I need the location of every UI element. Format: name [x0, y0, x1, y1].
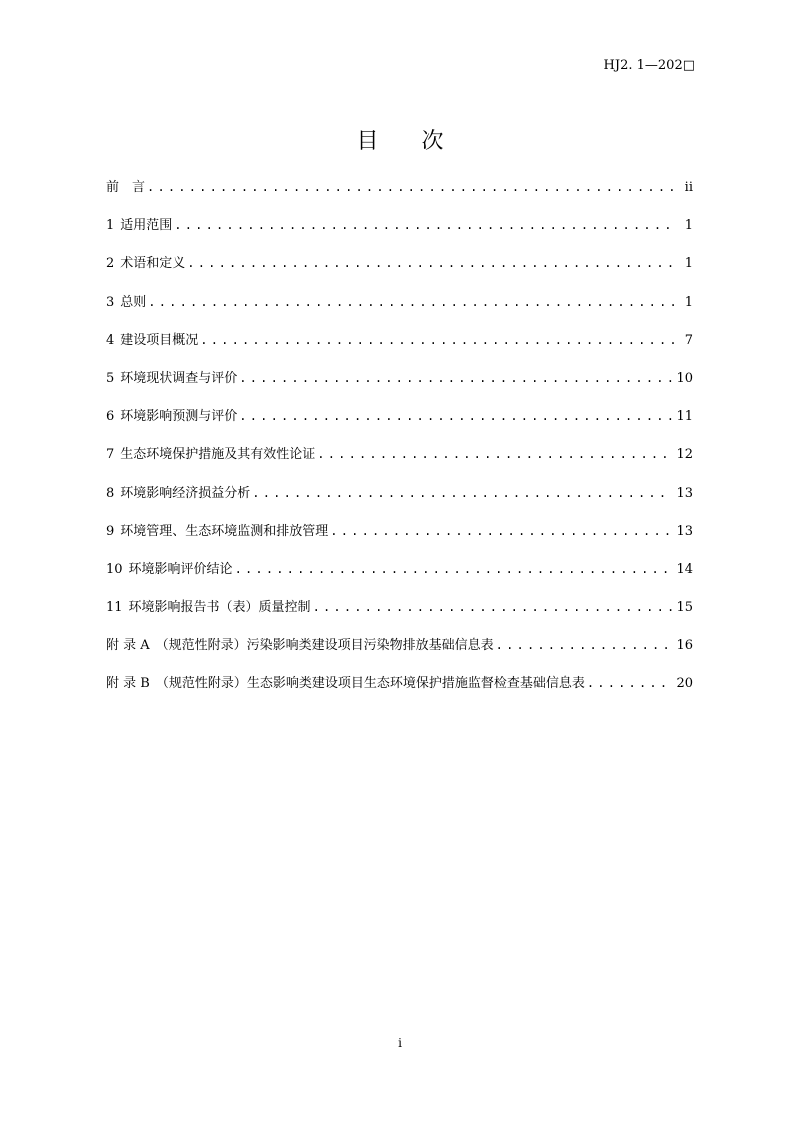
toc-entry-number: 7 — [106, 447, 115, 463]
toc-entry-label — [106, 370, 237, 388]
toc-entry[interactable] — [106, 369, 693, 407]
toc-entry-title: 环境现状调查与评价 — [120, 370, 238, 386]
toc-entry-title: （规范性附录）生态影响类建设项目生态环境保护措施监督检查基础信息表 — [155, 676, 585, 692]
toc-entry-number: 1 — [106, 218, 115, 234]
toc-entry[interactable] — [106, 560, 693, 598]
toc-entry-label — [106, 408, 237, 426]
toc-entry-label — [106, 599, 311, 617]
toc-entry-number: 5 — [106, 370, 115, 386]
toc-leader-dots — [239, 369, 672, 387]
toc-entry-title: 术语和定义 — [120, 256, 186, 272]
toc-entry-number: 附 录 B — [106, 676, 150, 692]
toc-entry-page: 15 — [676, 600, 693, 616]
toc-leader-dots — [313, 598, 673, 616]
toc-entry-number: 4 — [106, 332, 115, 348]
toc-entry-page: 14 — [676, 561, 693, 577]
toc-entry-label — [106, 485, 250, 503]
toc-entry-page: 12 — [676, 447, 693, 463]
toc-entry-title: 适用范围 — [120, 218, 173, 234]
document-code: HJ2. 1—202□ — [603, 58, 695, 73]
toc-entry-page: 1 — [684, 218, 693, 234]
toc-entry-number: 8 — [106, 485, 115, 501]
toc-leader-dots — [200, 331, 675, 349]
toc-leader-dots — [317, 445, 672, 463]
toc-leader-dots — [587, 674, 673, 692]
toc-entry[interactable] — [106, 636, 693, 674]
page-number: i — [398, 1036, 402, 1050]
toc-entry-title: 生态环境保护措施及其有效性论证 — [120, 447, 316, 463]
toc-entry[interactable] — [106, 484, 693, 522]
toc-entry-number: 3 — [106, 294, 115, 310]
toc-entry-page: 16 — [676, 638, 693, 654]
toc-entry-label — [106, 294, 146, 312]
toc-entry[interactable] — [106, 522, 693, 560]
toc-entry-page: 11 — [676, 409, 693, 425]
toc-leader-dots — [148, 293, 675, 311]
toc-entry-page: 1 — [684, 294, 693, 310]
toc-entry-page: 20 — [676, 676, 693, 692]
toc-leader-dots — [239, 407, 672, 425]
toc-entry-title: 环境影响报告书（表）质量控制 — [128, 600, 311, 616]
toc-entry-number: 附 录 A — [106, 638, 150, 654]
toc-entry-title: 建设项目概况 — [120, 332, 199, 348]
toc-entry-title: 环境影响经济损益分析 — [120, 485, 251, 501]
toc-leader-dots — [252, 484, 672, 502]
toc-entry-label — [106, 179, 145, 197]
toc-entry-label — [106, 332, 198, 350]
toc-entry[interactable] — [106, 331, 693, 369]
toc-entry-title: 环境影响评价结论 — [128, 561, 233, 577]
toc-entry[interactable] — [106, 674, 693, 712]
toc-entry-number: 9 — [106, 523, 115, 539]
toc-entry-number: 10 — [106, 561, 123, 577]
toc-entry-page: 13 — [676, 485, 693, 501]
toc-entry-title: （规范性附录）污染影响类建设项目污染物排放基础信息表 — [155, 638, 494, 654]
toc-entry-label — [106, 255, 185, 273]
toc-entry-page: 7 — [684, 332, 693, 348]
toc-entry[interactable] — [106, 445, 693, 483]
toc-entry-number: 6 — [106, 409, 115, 425]
toc-leader-dots — [330, 522, 672, 540]
toc-entry[interactable] — [106, 598, 693, 636]
toc-entry-label — [106, 217, 172, 235]
toc-entry-title: 前 言 — [106, 180, 146, 195]
toc-entry-title: 环境管理、生态环境监测和排放管理 — [120, 523, 329, 539]
page-title: 目 次 — [356, 129, 462, 154]
toc-leader-dots — [147, 178, 675, 196]
toc-entry[interactable] — [106, 254, 693, 292]
toc-leader-dots — [174, 216, 675, 234]
toc-entry-number: 11 — [106, 600, 123, 616]
toc-entry-page: 13 — [676, 523, 693, 539]
toc-entry-page: 10 — [676, 370, 693, 386]
toc-leader-dots — [187, 254, 675, 272]
toc-entry-label — [106, 446, 315, 464]
toc-entry-page: ii — [684, 180, 693, 195]
toc-entry[interactable] — [106, 293, 693, 331]
toc-entry-label — [106, 561, 233, 579]
table-of-contents — [106, 178, 693, 713]
toc-entry[interactable] — [106, 407, 693, 445]
toc-entry-title: 总则 — [120, 294, 147, 310]
toc-entry-label — [106, 637, 494, 655]
toc-entry-title: 环境影响预测与评价 — [120, 409, 238, 425]
toc-entry-number: 2 — [106, 256, 115, 272]
toc-entry-label — [106, 675, 585, 693]
toc-entry[interactable] — [106, 178, 693, 216]
toc-leader-dots — [235, 560, 673, 578]
toc-entry-page: 1 — [684, 256, 693, 272]
toc-leader-dots — [496, 636, 673, 654]
toc-entry-label — [106, 523, 328, 541]
toc-entry[interactable] — [106, 216, 693, 254]
